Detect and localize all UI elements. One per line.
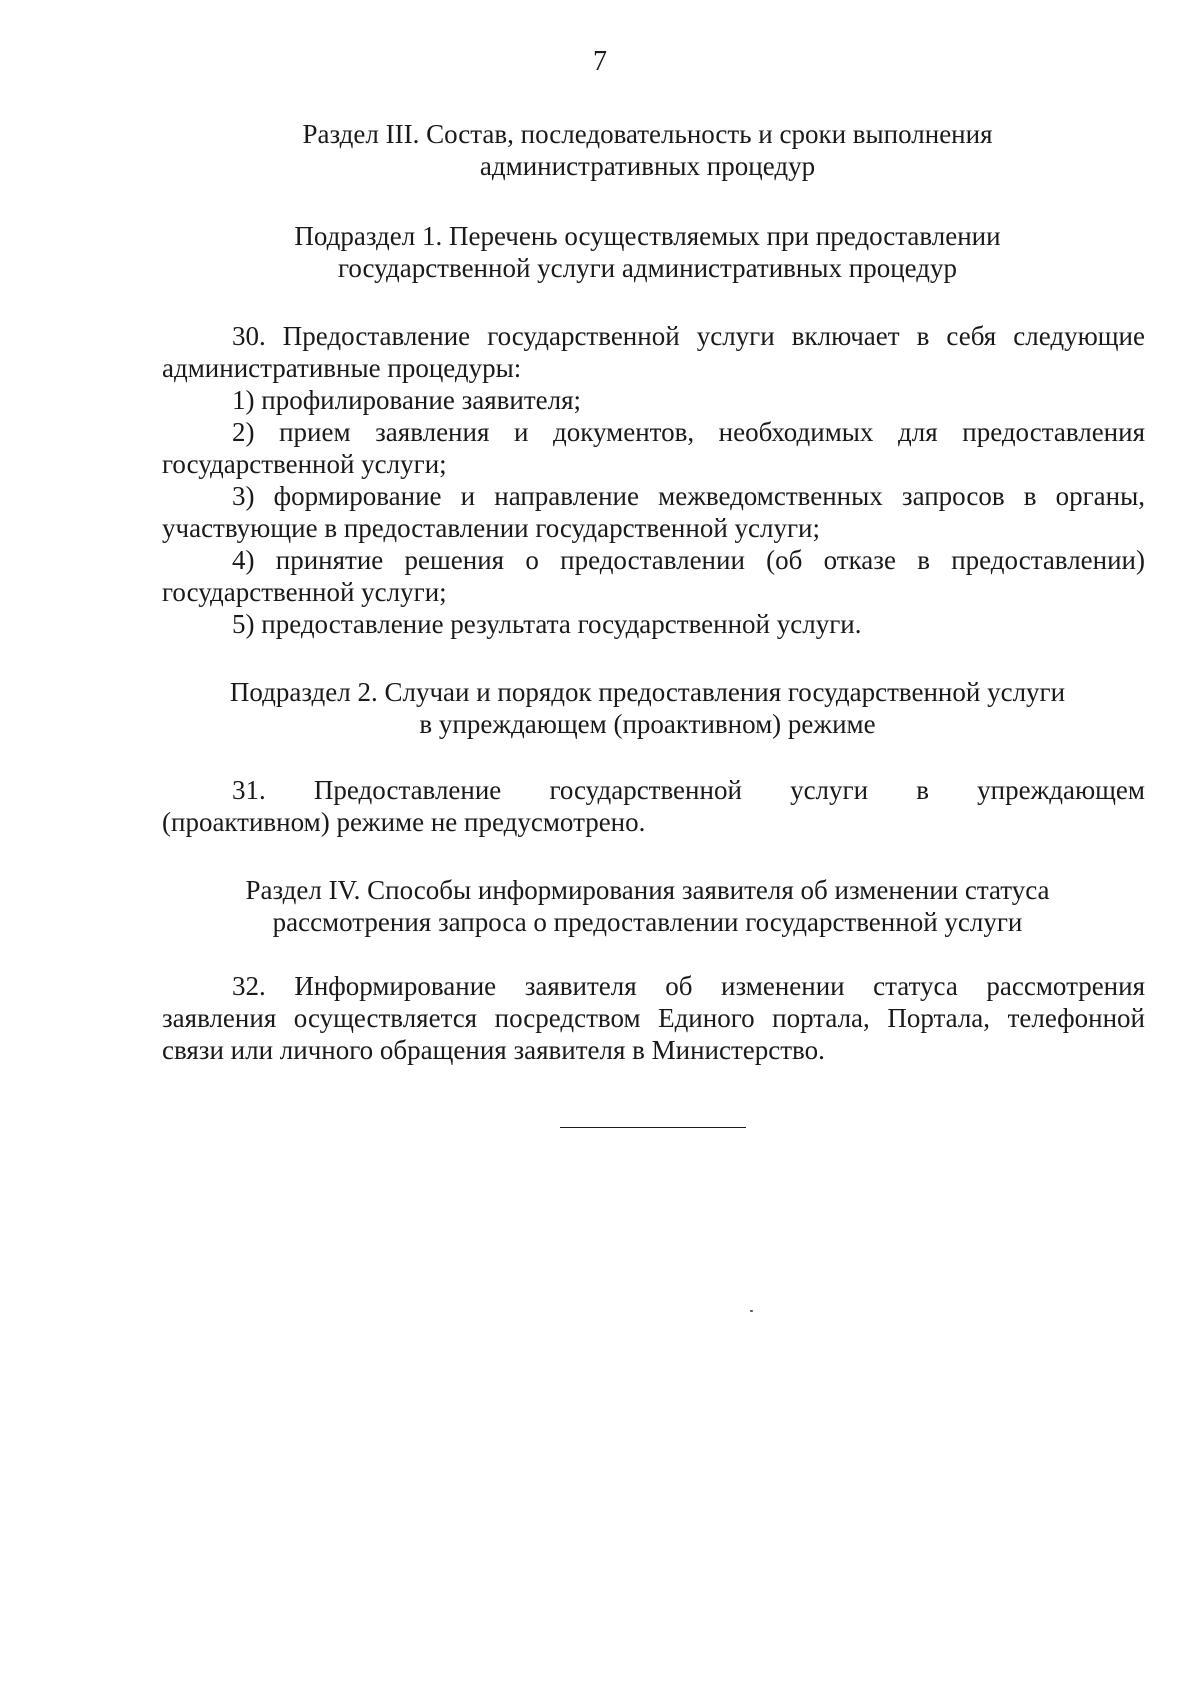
paragraph-31 bbox=[162, 774, 1145, 838]
list-item-5: 5) предоставление результата государственной услуги. bbox=[232, 609, 862, 639]
paragraph-32-line-2: заявления осуществляется посредством Единого портала, Портала, телефонной bbox=[162, 1003, 1145, 1033]
subsection-1-heading-line-1: Подраздел 1. Перечень осуществляемых при предоставлении bbox=[294, 221, 1001, 251]
paragraph-31-line-1: 31. Предоставление государственной услуги в упреждающем bbox=[232, 775, 1145, 805]
section-4-heading-line-2: рассмотрения запроса о предоставлении государственной услуги bbox=[272, 907, 1023, 937]
paragraph-32 bbox=[162, 970, 1145, 1066]
paragraph-30-line-2: административные процедуры: bbox=[162, 353, 522, 383]
paragraph-32-line-3: связи или личного обращения заявителя в Министерство. bbox=[162, 1035, 825, 1065]
list-item-3-line-1: 3) формирование и направление межведомственных запросов в органы, bbox=[232, 481, 1145, 511]
list-item-2-line-1: 2) прием заявления и документов, необходимых для предоставления bbox=[232, 417, 1145, 447]
paragraph-30 bbox=[162, 320, 1145, 640]
paragraph-30-line-1: 30. Предоставление государственной услуги включает в себя следующие bbox=[232, 321, 1145, 351]
subsection-2-heading-line-1: Подраздел 2. Случаи и порядок предоставления государственной услуги bbox=[229, 677, 1066, 707]
page-number: 7 bbox=[593, 46, 607, 77]
scan-speck bbox=[750, 1310, 753, 1312]
section-3-heading bbox=[150, 118, 1145, 182]
section-3-heading-line-2: административных процедур bbox=[479, 151, 816, 181]
paragraph-32-line-1: 32. Информирование заявителя об изменении статуса рассмотрения bbox=[232, 971, 1145, 1001]
list-item-3-line-2: участвующие в предоставлении государственной услуги; bbox=[162, 513, 821, 543]
list-item-1: 1) профилирование заявителя; bbox=[232, 385, 582, 415]
section-4-heading-line-1: Раздел IV. Способы информирования заявителя об изменении статуса bbox=[245, 875, 1050, 905]
subsection-2-heading bbox=[150, 676, 1145, 740]
list-item-2-line-2: государственной услуги; bbox=[162, 449, 447, 479]
subsection-1-heading bbox=[150, 220, 1145, 284]
list-item-4-line-1: 4) принятие решения о предоставлении (об отказе в предоставлении) bbox=[232, 545, 1145, 575]
end-divider-line bbox=[560, 1127, 746, 1128]
paragraph-31-line-2: (проактивном) режиме не предусмотрено. bbox=[162, 807, 646, 837]
subsection-2-heading-line-2: в упреждающем (проактивном) режиме bbox=[419, 709, 876, 739]
section-3-heading-line-1: Раздел III. Состав, последовательность и сроки выполнения bbox=[302, 119, 993, 149]
section-4-heading bbox=[150, 874, 1145, 938]
list-item-4-line-2: государственной услуги; bbox=[162, 577, 447, 607]
subsection-1-heading-line-2: государственной услуги административных процедур bbox=[337, 253, 958, 283]
